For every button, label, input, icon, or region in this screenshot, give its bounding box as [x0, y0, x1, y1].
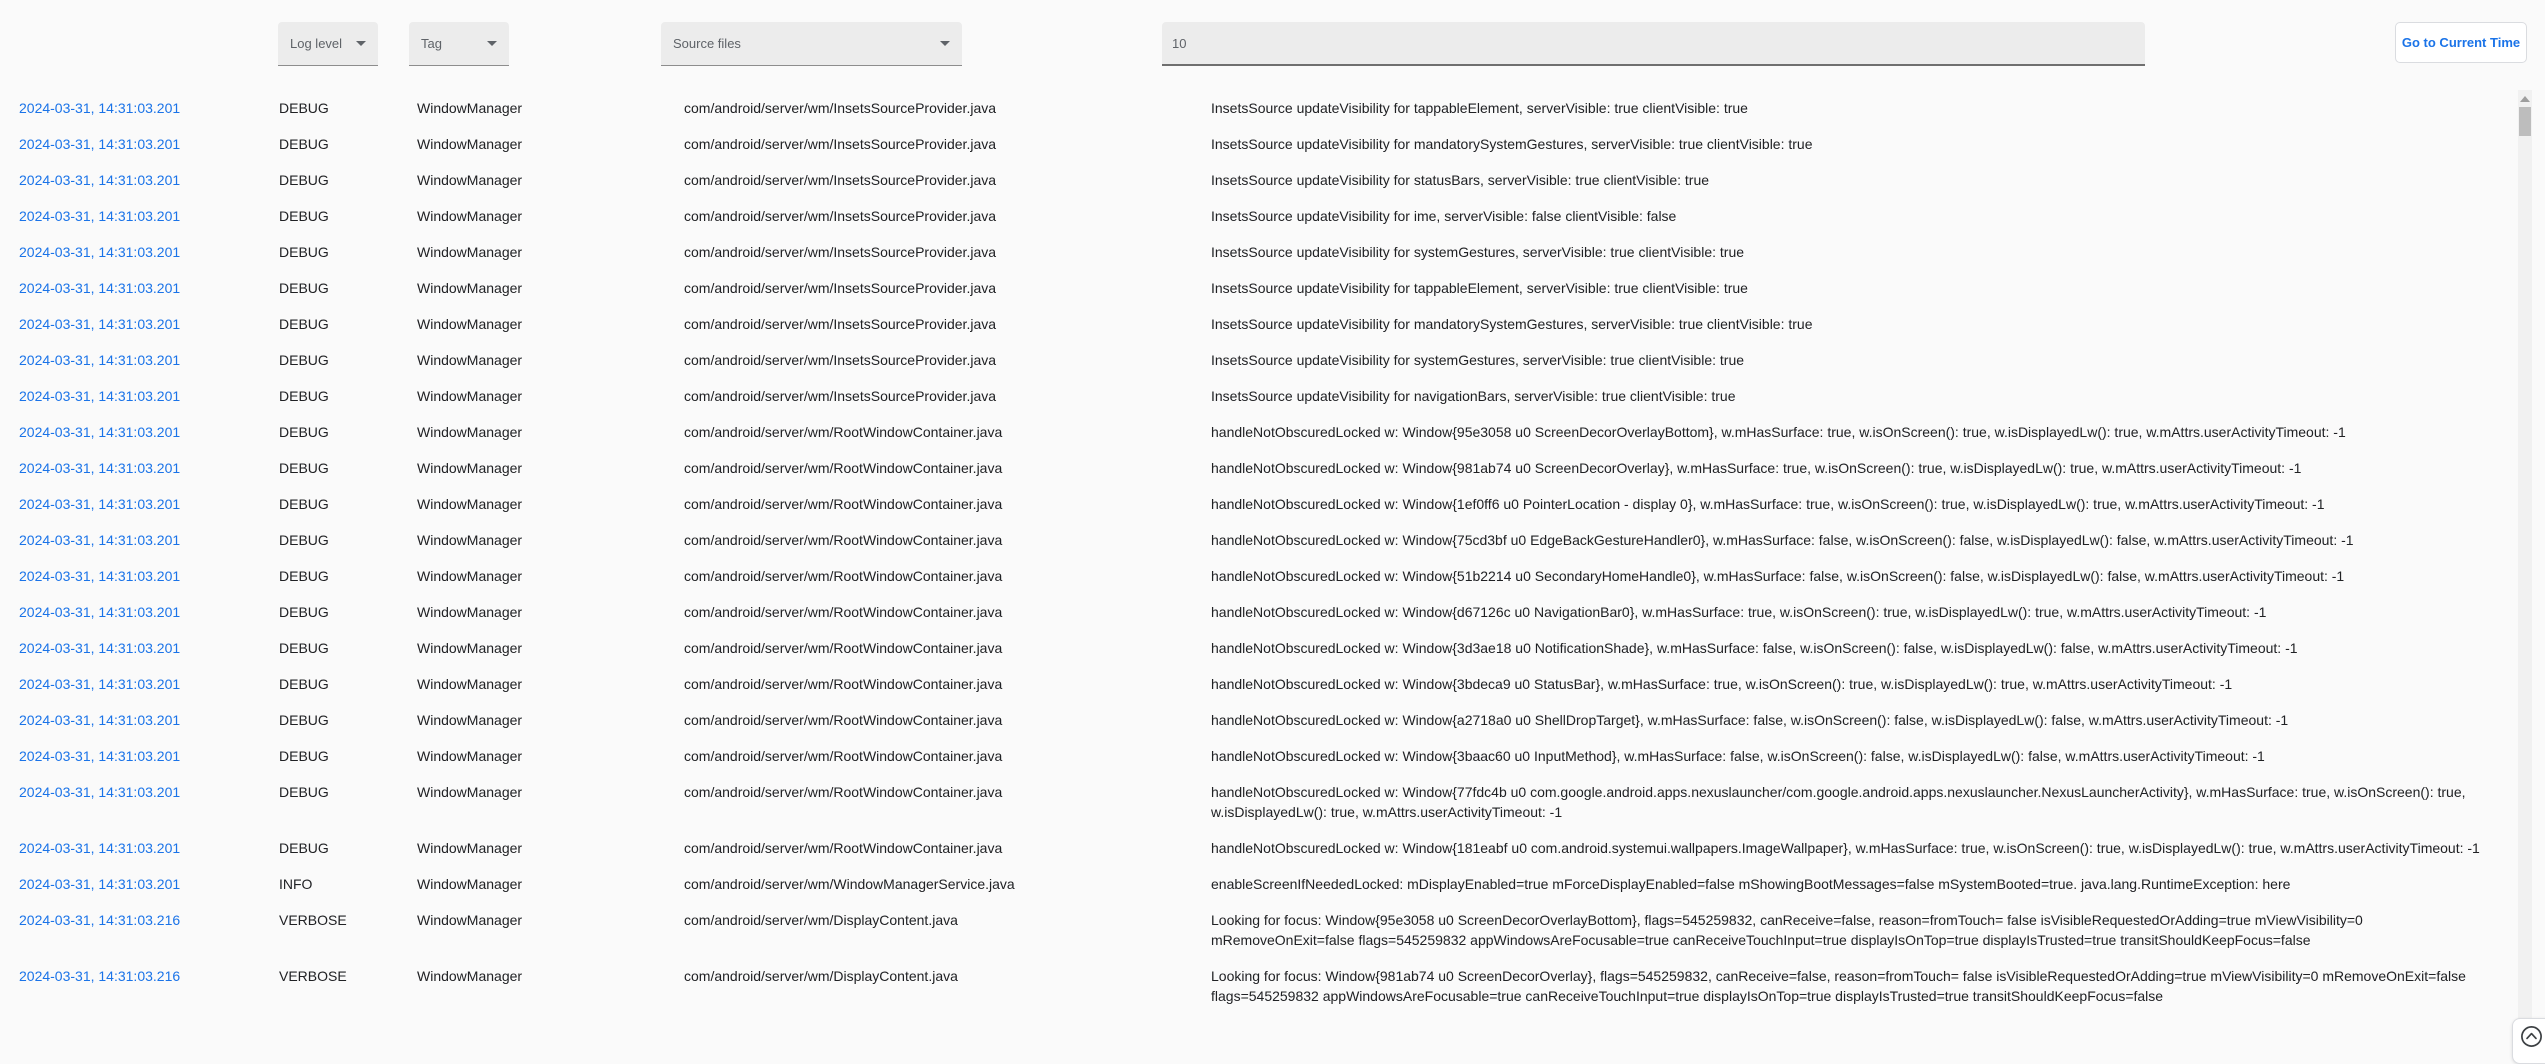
- log-timestamp-link[interactable]: 2024-03-31, 14:31:03.201: [19, 388, 181, 404]
- log-timestamp-link[interactable]: 2024-03-31, 14:31:03.201: [19, 136, 181, 152]
- log-level-cell: DEBUG: [279, 244, 329, 260]
- log-message-cell: Looking for focus: Window{981ab74 u0 ScreenDecorOverlay}, flags=545259832, canReceive=false, reason=fromTouch= false isVisibleRequestedOrAdding=true mViewVisibility=0 mRemoveOnExit=false flags=545259832 appWindowsAreFocusable=true canReceiveTouchInput=true displayIsOnTop=true displayIsTrusted=true transitShouldKeepFocus=false: [1211, 968, 2466, 1004]
- log-timestamp-link[interactable]: 2024-03-31, 14:31:03.201: [19, 208, 181, 224]
- log-timestamp-link[interactable]: 2024-03-31, 14:31:03.201: [19, 532, 181, 548]
- log-timestamp-link[interactable]: 2024-03-31, 14:31:03.216: [19, 912, 181, 928]
- tag-select-label: Tag: [421, 36, 442, 51]
- log-message-cell: handleNotObscuredLocked w: Window{75cd3bf u0 EdgeBackGestureHandler0}, w.mHasSurface: false, w.isOnScreen(): false, w.isDisplayedLw(): false, w.mAttrs.userActivityTimeout: -1: [1211, 532, 2354, 548]
- log-row: [0, 126, 2518, 162]
- log-message-cell: enableScreenIfNeededLocked: mDisplayEnabled=true mForceDisplayEnabled=false mShowingBootMessages=false mSystemBooted=true. java.lang.RuntimeException: here: [1211, 876, 2291, 892]
- go-to-current-time-button[interactable]: Go to Current Time: [2395, 22, 2527, 63]
- time-filter-input[interactable]: [1162, 22, 2145, 66]
- log-level-cell: DEBUG: [279, 532, 329, 548]
- log-level-cell: DEBUG: [279, 424, 329, 440]
- vertical-scrollbar[interactable]: [2518, 90, 2532, 1051]
- log-tag-cell: WindowManager: [417, 100, 523, 116]
- log-level-cell: DEBUG: [279, 748, 329, 764]
- log-tag-cell: WindowManager: [417, 876, 523, 892]
- log-tag-cell: WindowManager: [417, 604, 523, 620]
- log-tag-cell: WindowManager: [417, 968, 523, 984]
- log-message-cell: handleNotObscuredLocked w: Window{95e3058 u0 ScreenDecorOverlayBottom}, w.mHasSurface: true, w.isOnScreen(): true, w.isDisplayedLw(): true, w.mAttrs.userActivityTimeout: -1: [1211, 424, 2346, 440]
- log-row: [0, 162, 2518, 198]
- log-source-file-cell: com/android/server/wm/InsetsSourceProvider.java: [684, 208, 997, 224]
- scroll-to-top-card: [2512, 1018, 2545, 1064]
- log-message-cell: InsetsSource updateVisibility for ime, serverVisible: false clientVisible: false: [1211, 208, 1677, 224]
- log-tag-cell: WindowManager: [417, 640, 523, 656]
- log-row: [0, 486, 2518, 522]
- source-files-select-label: Source files: [673, 36, 741, 51]
- log-level-cell: DEBUG: [279, 840, 329, 856]
- log-message-cell: InsetsSource updateVisibility for tappableElement, serverVisible: true clientVisible: true: [1211, 280, 1748, 296]
- log-source-file-cell: com/android/server/wm/InsetsSourceProvider.java: [684, 280, 997, 296]
- log-source-file-cell: com/android/server/wm/RootWindowContainer.java: [684, 424, 1003, 440]
- log-level-cell: DEBUG: [279, 172, 329, 188]
- log-message-cell: InsetsSource updateVisibility for systemGestures, serverVisible: true clientVisible: true: [1211, 244, 1745, 260]
- log-source-file-cell: com/android/server/wm/RootWindowContainer.java: [684, 532, 1003, 548]
- log-timestamp-link[interactable]: 2024-03-31, 14:31:03.201: [19, 496, 181, 512]
- log-list: [0, 90, 2518, 1014]
- log-message-cell: InsetsSource updateVisibility for tappableElement, serverVisible: true clientVisible: true: [1211, 100, 1748, 116]
- log-level-cell: DEBUG: [279, 388, 329, 404]
- log-level-cell: DEBUG: [279, 712, 329, 728]
- log-row: [0, 702, 2518, 738]
- log-tag-cell: WindowManager: [417, 244, 523, 260]
- log-message-cell: handleNotObscuredLocked w: Window{3baac60 u0 InputMethod}, w.mHasSurface: false, w.isOnScreen(): false, w.isDisplayedLw(): false, w.mAttrs.userActivityTimeout: -1: [1211, 748, 2265, 764]
- log-level-cell: DEBUG: [279, 100, 329, 116]
- log-source-file-cell: com/android/server/wm/RootWindowContainer.java: [684, 496, 1003, 512]
- log-row: [0, 270, 2518, 306]
- log-source-file-cell: com/android/server/wm/RootWindowContainer.java: [684, 460, 1003, 476]
- log-row: [0, 866, 2518, 902]
- log-message-cell: handleNotObscuredLocked w: Window{51b2214 u0 SecondaryHomeHandle0}, w.mHasSurface: false, w.isOnScreen(): false, w.isDisplayedLw(): false, w.mAttrs.userActivityTimeout: -1: [1211, 568, 2345, 584]
- log-level-cell: DEBUG: [279, 316, 329, 332]
- log-row: [0, 738, 2518, 774]
- log-tag-cell: WindowManager: [417, 172, 523, 188]
- log-source-file-cell: com/android/server/wm/InsetsSourceProvider.java: [684, 172, 997, 188]
- log-tag-cell: WindowManager: [417, 568, 523, 584]
- log-source-file-cell: com/android/server/wm/InsetsSourceProvider.java: [684, 136, 997, 152]
- log-timestamp-link[interactable]: 2024-03-31, 14:31:03.201: [19, 676, 181, 692]
- log-tag-cell: WindowManager: [417, 424, 523, 440]
- log-level-select[interactable]: [278, 22, 378, 66]
- log-row: [0, 958, 2518, 1014]
- log-source-file-cell: com/android/server/wm/DisplayContent.java: [684, 912, 958, 928]
- log-message-cell: InsetsSource updateVisibility for mandatorySystemGestures, serverVisible: true clientVisible: true: [1211, 316, 1813, 332]
- log-level-cell: DEBUG: [279, 568, 329, 584]
- log-source-file-cell: com/android/server/wm/RootWindowContainer.java: [684, 604, 1003, 620]
- log-source-file-cell: com/android/server/wm/DisplayContent.java: [684, 968, 958, 984]
- log-tag-cell: WindowManager: [417, 352, 523, 368]
- log-row: [0, 378, 2518, 414]
- log-source-file-cell: com/android/server/wm/RootWindowContainer.java: [684, 784, 1003, 800]
- filter-toolbar: [0, 0, 2545, 90]
- log-source-file-cell: com/android/server/wm/InsetsSourceProvider.java: [684, 352, 997, 368]
- log-timestamp-link[interactable]: 2024-03-31, 14:31:03.201: [19, 640, 181, 656]
- log-message-cell: handleNotObscuredLocked w: Window{a2718a0 u0 ShellDropTarget}, w.mHasSurface: false, w.isOnScreen(): false, w.isDisplayedLw(): false, w.mAttrs.userActivityTimeout: -1: [1211, 712, 2289, 728]
- log-message-cell: handleNotObscuredLocked w: Window{3bdeca9 u0 StatusBar}, w.mHasSurface: true, w.isOnScreen(): true, w.isDisplayedLw(): true, w.mAttrs.userActivityTimeout: -1: [1211, 676, 2233, 692]
- log-message-cell: InsetsSource updateVisibility for systemGestures, serverVisible: true clientVisible: true: [1211, 352, 1745, 368]
- log-timestamp-link[interactable]: 2024-03-31, 14:31:03.216: [19, 968, 181, 984]
- chevron-up-circle-icon[interactable]: [2520, 1025, 2543, 1048]
- log-row: [0, 774, 2518, 830]
- log-level-cell: DEBUG: [279, 280, 329, 296]
- log-tag-cell: WindowManager: [417, 532, 523, 548]
- log-row: [0, 558, 2518, 594]
- log-tag-cell: WindowManager: [417, 316, 523, 332]
- log-timestamp-link[interactable]: 2024-03-31, 14:31:03.201: [19, 316, 181, 332]
- log-timestamp-link[interactable]: 2024-03-31, 14:31:03.201: [19, 784, 181, 800]
- log-level-cell: VERBOSE: [279, 912, 347, 928]
- log-row: [0, 522, 2518, 558]
- log-tag-cell: WindowManager: [417, 496, 523, 512]
- log-tag-cell: WindowManager: [417, 712, 523, 728]
- log-source-file-cell: com/android/server/wm/RootWindowContainer.java: [684, 640, 1003, 656]
- log-timestamp-link[interactable]: 2024-03-31, 14:31:03.201: [19, 352, 181, 368]
- log-source-file-cell: com/android/server/wm/InsetsSourceProvider.java: [684, 244, 997, 260]
- log-source-file-cell: com/android/server/wm/RootWindowContainer.java: [684, 748, 1003, 764]
- log-timestamp-link[interactable]: 2024-03-31, 14:31:03.201: [19, 460, 181, 476]
- log-message-cell: InsetsSource updateVisibility for statusBars, serverVisible: true clientVisible: true: [1211, 172, 1710, 188]
- log-row: [0, 630, 2518, 666]
- log-level-cell: DEBUG: [279, 604, 329, 620]
- log-tag-cell: WindowManager: [417, 676, 523, 692]
- log-tag-cell: WindowManager: [417, 840, 523, 856]
- log-row: [0, 902, 2518, 958]
- log-level-cell: DEBUG: [279, 496, 329, 512]
- log-source-file-cell: com/android/server/wm/RootWindowContainer.java: [684, 712, 1003, 728]
- log-level-cell: DEBUG: [279, 136, 329, 152]
- log-row: [0, 306, 2518, 342]
- log-message-cell: handleNotObscuredLocked w: Window{981ab74 u0 ScreenDecorOverlay}, w.mHasSurface: true, w.isOnScreen(): true, w.isDisplayedLw(): true, w.mAttrs.userActivityTimeout: -1: [1211, 460, 2302, 476]
- log-level-select-label: Log level: [290, 36, 343, 51]
- log-row: [0, 594, 2518, 630]
- log-tag-cell: WindowManager: [417, 784, 523, 800]
- log-message-cell: handleNotObscuredLocked w: Window{d67126c u0 NavigationBar0}, w.mHasSurface: true, w.isOnScreen(): true, w.isDisplayedLw(): true, w.mAttrs.userActivityTimeout: -1: [1211, 604, 2267, 620]
- source-files-select[interactable]: [661, 22, 962, 66]
- log-row: [0, 342, 2518, 378]
- log-timestamp-link[interactable]: 2024-03-31, 14:31:03.201: [19, 568, 181, 584]
- log-source-file-cell: com/android/server/wm/WindowManagerService.java: [684, 876, 1015, 892]
- log-level-cell: VERBOSE: [279, 968, 347, 984]
- chevron-down-icon: [487, 41, 497, 46]
- log-timestamp-link[interactable]: 2024-03-31, 14:31:03.201: [19, 748, 181, 764]
- log-tag-cell: WindowManager: [417, 136, 523, 152]
- log-row: [0, 450, 2518, 486]
- log-source-file-cell: com/android/server/wm/InsetsSourceProvider.java: [684, 388, 997, 404]
- scrollbar-up-arrow-icon[interactable]: [2520, 96, 2530, 102]
- log-level-cell: DEBUG: [279, 208, 329, 224]
- log-message-cell: handleNotObscuredLocked w: Window{1ef0ff6 u0 PointerLocation - display 0}, w.mHasSurface: true, w.isOnScreen(): true, w.isDisplayedLw(): true, w.mAttrs.userActivityTimeout: -1: [1211, 496, 2325, 512]
- log-source-file-cell: com/android/server/wm/RootWindowContainer.java: [684, 676, 1003, 692]
- log-timestamp-link[interactable]: 2024-03-31, 14:31:03.201: [19, 424, 181, 440]
- log-tag-cell: WindowManager: [417, 208, 523, 224]
- log-level-cell: INFO: [279, 876, 313, 892]
- log-row: [0, 666, 2518, 702]
- scrollbar-thumb[interactable]: [2519, 107, 2531, 136]
- tag-select[interactable]: [409, 22, 509, 66]
- log-level-cell: DEBUG: [279, 352, 329, 368]
- log-level-cell: DEBUG: [279, 784, 329, 800]
- log-message-cell: InsetsSource updateVisibility for navigationBars, serverVisible: true clientVisible: true: [1211, 388, 1736, 404]
- log-row: [0, 830, 2518, 866]
- log-tag-cell: WindowManager: [417, 912, 523, 928]
- log-timestamp-link[interactable]: 2024-03-31, 14:31:03.201: [19, 100, 181, 116]
- log-row: [0, 414, 2518, 450]
- log-row: [0, 90, 2518, 126]
- log-message-cell: handleNotObscuredLocked w: Window{181eabf u0 com.android.systemui.wallpapers.ImageWallpaper}, w.mHasSurface: true, w.isOnScreen(): true, w.isDisplayedLw(): true, w.mAttrs.userActivityTimeout: -1: [1211, 840, 2480, 856]
- log-timestamp-link[interactable]: 2024-03-31, 14:31:03.201: [19, 840, 181, 856]
- log-tag-cell: WindowManager: [417, 748, 523, 764]
- log-message-cell: Looking for focus: Window{95e3058 u0 ScreenDecorOverlayBottom}, flags=545259832, canReceive=false, reason=fromTouch= false isVisibleRequestedOrAdding=true mViewVisibility=0 mRemoveOnExit=false flags=545259832 appWindowsAreFocusable=true canReceiveTouchInput=true displayIsOnTop=true displayIsTrusted=true transitShouldKeepFocus=false: [1211, 912, 2363, 948]
- log-source-file-cell: com/android/server/wm/RootWindowContainer.java: [684, 840, 1003, 856]
- log-message-cell: handleNotObscuredLocked w: Window{3d3ae18 u0 NotificationShade}, w.mHasSurface: false, w.isOnScreen(): false, w.isDisplayedLw(): false, w.mAttrs.userActivityTimeout: -1: [1211, 640, 2298, 656]
- log-message-cell: handleNotObscuredLocked w: Window{77fdc4b u0 com.google.android.apps.nexuslauncher/com.google.android.apps.nexuslauncher.NexusLauncherActivity}, w.mHasSurface: true, w.isOnScreen(): true, w.isDisplayedLw(): true, w.mAttrs.userActivityTimeout: -1: [1211, 784, 2466, 820]
- log-timestamp-link[interactable]: 2024-03-31, 14:31:03.201: [19, 244, 181, 260]
- log-level-cell: DEBUG: [279, 460, 329, 476]
- log-source-file-cell: com/android/server/wm/RootWindowContainer.java: [684, 568, 1003, 584]
- log-timestamp-link[interactable]: 2024-03-31, 14:31:03.201: [19, 876, 181, 892]
- log-timestamp-link[interactable]: 2024-03-31, 14:31:03.201: [19, 604, 181, 620]
- log-timestamp-link[interactable]: 2024-03-31, 14:31:03.201: [19, 280, 181, 296]
- log-timestamp-link[interactable]: 2024-03-31, 14:31:03.201: [19, 172, 181, 188]
- log-row: [0, 234, 2518, 270]
- log-tag-cell: WindowManager: [417, 280, 523, 296]
- log-level-cell: DEBUG: [279, 676, 329, 692]
- log-source-file-cell: com/android/server/wm/InsetsSourceProvider.java: [684, 100, 997, 116]
- chevron-down-icon: [940, 41, 950, 46]
- chevron-down-icon: [356, 41, 366, 46]
- log-row: [0, 198, 2518, 234]
- log-level-cell: DEBUG: [279, 640, 329, 656]
- log-tag-cell: WindowManager: [417, 460, 523, 476]
- log-tag-cell: WindowManager: [417, 388, 523, 404]
- log-message-cell: InsetsSource updateVisibility for mandatorySystemGestures, serverVisible: true clientVisible: true: [1211, 136, 1813, 152]
- log-timestamp-link[interactable]: 2024-03-31, 14:31:03.201: [19, 712, 181, 728]
- log-source-file-cell: com/android/server/wm/InsetsSourceProvider.java: [684, 316, 997, 332]
